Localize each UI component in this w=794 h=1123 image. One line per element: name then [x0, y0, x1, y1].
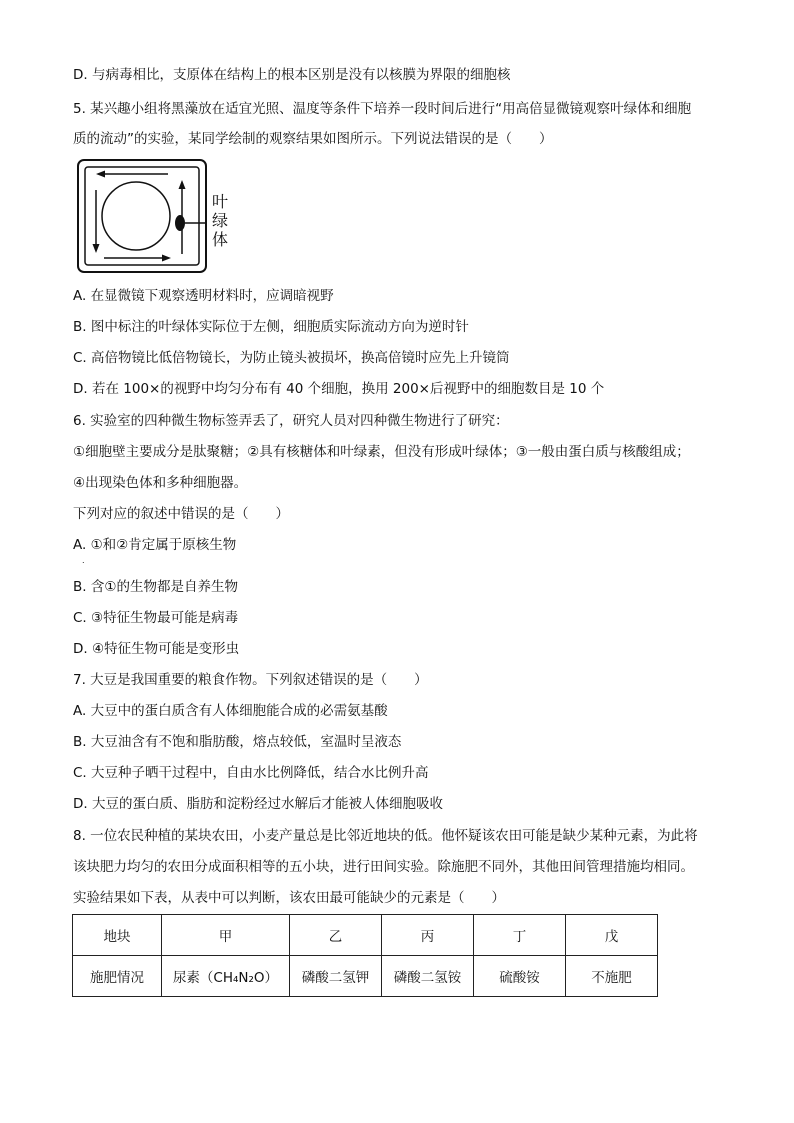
vacuole-circle	[102, 182, 170, 250]
q6-option-d: D. ④特征生物可能是变形虫	[73, 641, 240, 657]
table-row-label: 施肥情况	[73, 956, 162, 997]
q6-stem-line-4: 下列对应的叙述中错误的是（ ）	[73, 506, 289, 522]
q8-stem-line-1: 8. 一位农民种植的某块农田，小麦产量总是比邻近地块的低。他怀疑该农田可能是缺少某种元素，为此将	[73, 828, 698, 844]
q6-option-b: B. 含①的生物都是自养生物	[73, 579, 238, 595]
q6-option-a: A. ①和②肯定属于原核生物	[73, 537, 237, 553]
table-header-cell: 戊	[566, 915, 658, 956]
flow-arrow-top	[96, 171, 168, 178]
chloroplast-label-char-1: 叶	[212, 192, 229, 211]
q5-stem-line-1: 5. 某兴趣小组将黑藻放在适宜光照、温度等条件下培养一段时间后进行“用高倍显微镜观察叶绿体和细胞	[73, 101, 692, 117]
microscope-field-figure	[76, 158, 266, 276]
table-row	[73, 956, 658, 997]
q6-option-c: C. ③特征生物最可能是病毒	[73, 610, 239, 626]
q7-option-a: A. 大豆中的蛋白质含有人体细胞能合成的必需氨基酸	[73, 703, 388, 719]
table-cell: 尿素（CH₄N₂O）	[162, 956, 290, 997]
chloroplast-label-char-2: 绿	[212, 211, 229, 230]
chloroplast-mark	[175, 215, 185, 231]
fertilizer-table	[72, 914, 658, 997]
stray-dot: .	[82, 556, 85, 565]
table-header-cell: 甲	[162, 915, 290, 956]
q8-stem-line-3: 实验结果如下表，从表中可以判断，该农田最可能缺少的元素是（ ）	[73, 890, 505, 906]
q6-stem-line-2: ①细胞壁主要成分是肽聚糖；②具有核糖体和叶绿素，但没有形成叶绿体；③一般由蛋白质与核酸组成；	[73, 444, 690, 460]
q8-stem-line-2: 该块肥力均匀的农田分成面积相等的五小块，进行田间实验。除施肥不同外，其他田间管理措施均相同。	[73, 859, 694, 875]
cell-diagram-svg	[76, 158, 216, 276]
flow-arrow-left	[93, 190, 100, 253]
q7-option-d: D. 大豆的蛋白质、脂肪和淀粉经过水解后才能被人体细胞吸收	[73, 796, 443, 812]
table-header-cell: 丙	[382, 915, 474, 956]
q5-stem-line-2: 质的流动”的实验，某同学绘制的观察结果如图所示。下列说法错误的是（ ）	[73, 131, 553, 147]
q7-option-c: C. 大豆种子晒干过程中，自由水比例降低，结合水比例升高	[73, 765, 429, 781]
q7-option-b: B. 大豆油含有不饱和脂肪酸，熔点较低，室温时呈液态	[73, 734, 402, 750]
table-header-cell: 地块	[73, 915, 162, 956]
q5-option-c: C. 高倍物镜比低倍物镜长，为防止镜头被损坏，换高倍镜时应先上升镜筒	[73, 350, 510, 366]
cell-outer-wall	[78, 160, 206, 272]
q7-stem: 7. 大豆是我国重要的粮食作物。下列叙述错误的是（ ）	[73, 672, 428, 688]
table-header-row	[73, 915, 658, 956]
q6-stem-line-1: 6. 实验室的四种微生物标签弄丢了，研究人员对四种微生物进行了研究：	[73, 413, 509, 429]
table-header-cell: 丁	[474, 915, 566, 956]
table-cell: 磷酸二氢钾	[290, 956, 382, 997]
q5-option-a: A. 在显微镜下观察透明材料时，应调暗视野	[73, 288, 334, 304]
q5-option-b: B. 图中标注的叶绿体实际位于左侧，细胞质实际流动方向为逆时针	[73, 319, 469, 335]
q5-option-d: D. 若在 100×的视野中均匀分布有 40 个细胞，换用 200×后视野中的细胞数目是 10 个	[73, 381, 605, 397]
q4-option-d: D. 与病毒相比，支原体在结构上的根本区别是没有以核膜为界限的细胞核	[73, 67, 511, 83]
flow-arrow-bottom	[104, 255, 171, 262]
table-cell: 硫酸铵	[474, 956, 566, 997]
chloroplast-label-char-3: 体	[212, 230, 229, 249]
table-header-cell: 乙	[290, 915, 382, 956]
q6-stem-line-3: ④出现染色体和多种细胞器。	[73, 475, 248, 491]
table-cell: 磷酸二氢铵	[382, 956, 474, 997]
table-cell: 不施肥	[566, 956, 658, 997]
